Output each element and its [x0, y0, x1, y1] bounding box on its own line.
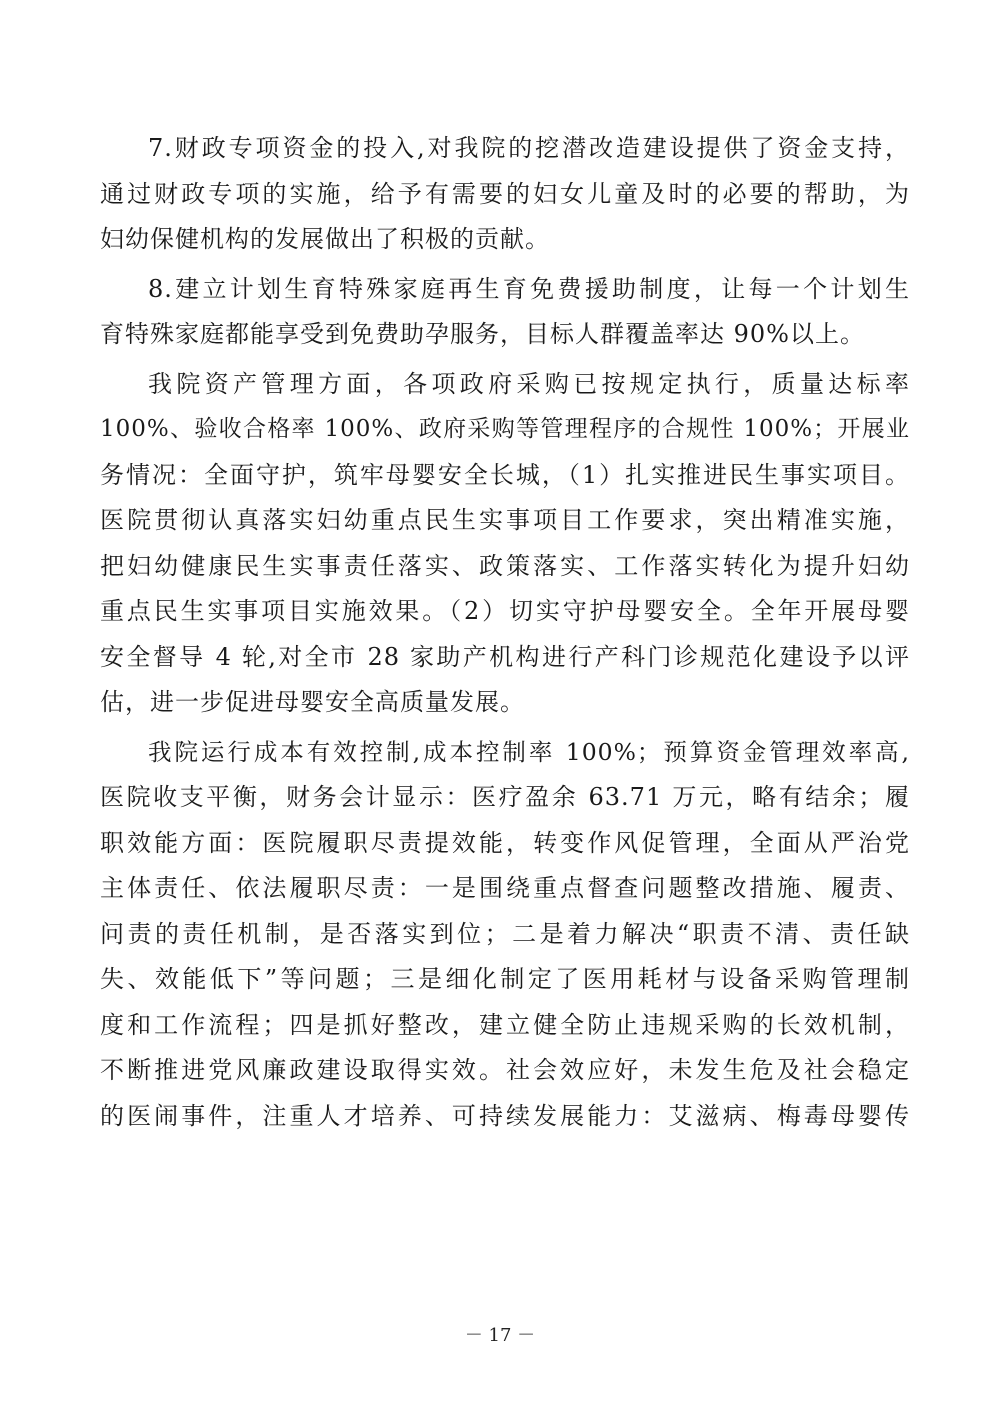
text-line: 8.建立计划生育特殊家庭再生育免费援助制度，让每一个计划生: [148, 274, 910, 303]
text-line: 我院资产管理方面，各项政府采购已按规定执行，质量达标率: [148, 369, 910, 398]
text-line: 妇幼保健机构的发展做出了积极的贡献。: [100, 225, 550, 253]
text-line: 估，进一步促进母婴安全高质量发展。: [100, 688, 525, 716]
paragraph-item-8: [100, 267, 910, 358]
page-number: － 17 －: [464, 1325, 536, 1346]
text-line: 不断推进党风廉政建设取得实效。社会效应好，未发生危及社会稳定: [100, 1056, 910, 1084]
text-line: 通过财政专项的实施，给予有需要的妇女儿童及时的必要的帮助，为: [100, 179, 910, 208]
text-line: 7.财政专项资金的投入,对我院的挖潜改造建设提供了资金支持，: [148, 134, 910, 162]
text-line: 职效能方面：医院履职尽责提效能，转变作风促管理，全面从严治党: [100, 828, 910, 857]
text-line: 主体责任、依法履职尽责：一是围绕重点督查问题整改措施、履责、: [100, 874, 910, 902]
text-line: 把妇幼健康民生实事责任落实、政策落实、工作落实转化为提升妇幼: [100, 551, 910, 580]
text-line: 我院运行成本有效控制,成本控制率 100%；预算资金管理效率高,: [148, 737, 910, 766]
body-text: [100, 126, 910, 1143]
paragraph-item-7: [100, 126, 910, 263]
text-line: 问责的责任机制，是否落实到位；二是着力解决“职责不清、责任缺: [100, 919, 910, 948]
text-line: 失、效能低下”等问题；三是细化制定了医用耗材与设备采购管理制: [100, 965, 910, 993]
text-line: 务情况：全面守护，筑牢母婴安全长城，（1）扎实推进民生事实项目。: [100, 460, 910, 489]
text-line: 安全督导 4 轮,对全市 28 家助产机构进行产科门诊规范化建设予以评: [100, 642, 910, 671]
paragraph-cost-control: [100, 730, 910, 1140]
paragraph-asset-management: [100, 362, 910, 726]
text-line: 度和工作流程；四是抓好整改，建立健全防止违规采购的长效机制，: [100, 1010, 910, 1039]
text-line: 的医闹事件，注重人才培养、可持续发展能力：艾滋病、梅毒母婴传: [100, 1101, 910, 1130]
text-line: 育特殊家庭都能享受到免费助孕服务，目标人群覆盖率达 90%以上。: [100, 320, 865, 348]
text-line: 重点民生实事项目实施效果。（2）切实守护母婴安全。全年开展母婴: [100, 597, 910, 625]
text-line: 医院收支平衡，财务会计显示：医疗盈余 63.71 万元，略有结余；履: [100, 783, 910, 811]
text-line: 医院贯彻认真落实妇幼重点民生实事项目工作要求，突出精准实施，: [100, 506, 910, 534]
text-line: 100%、验收合格率 100%、政府采购等管理程序的合规性 100%；开展业: [100, 416, 910, 442]
